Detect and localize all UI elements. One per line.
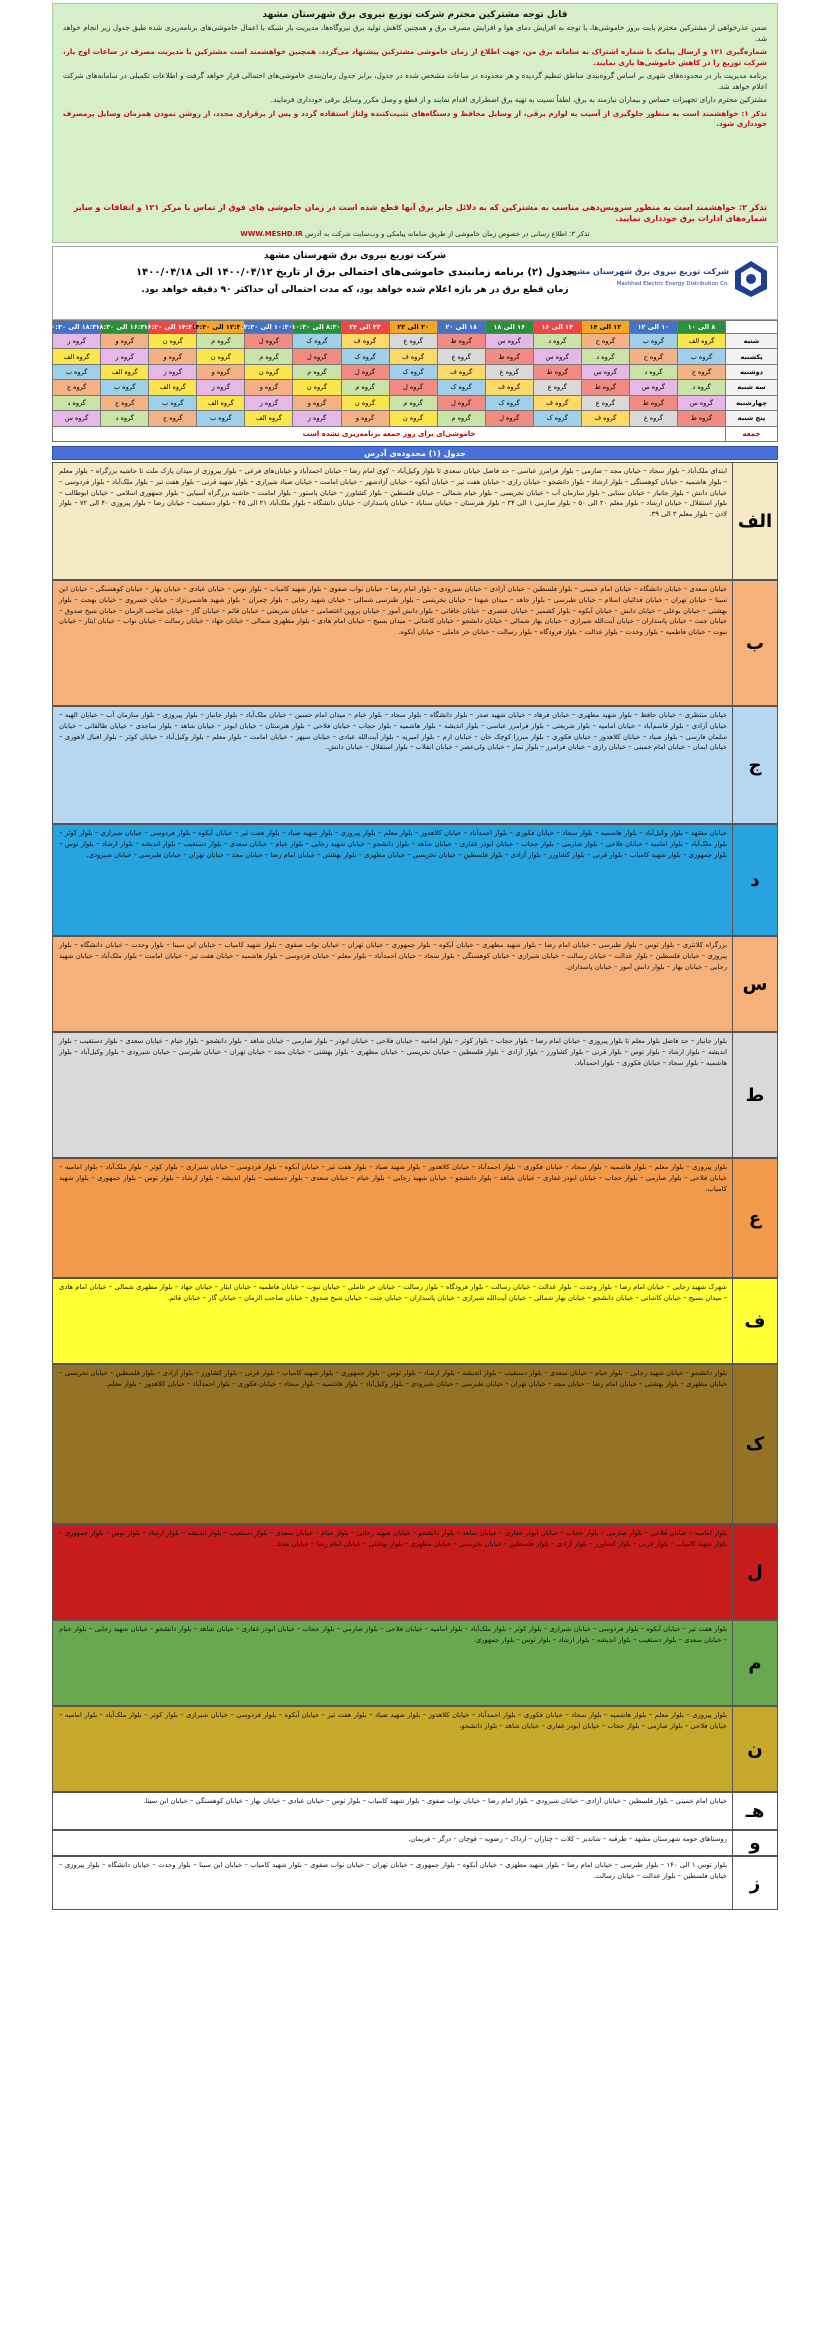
group-cell: گروه س	[677, 395, 725, 410]
logo-icon	[733, 259, 769, 299]
region-row	[52, 1856, 778, 1910]
notice-paragraph: مشترکین محترم دارای تجهیزات حساس و بیماران نیازمند به برق، لطفاً نسبت به تهیه برق اضطراری اقدام نمایند و از قطع و وصل مکرر وسایل برقی خودداری فرمایند.	[270, 95, 767, 104]
group-cell: گروه الف	[677, 334, 725, 349]
group-cell: گروه الف	[101, 364, 149, 379]
region-addresses: خیابان سعدی – خیابان دانشگاه – خیابان امام خمینی – بلوار فلسطین – خیابان آزادی – خیابان شیرودی – بلوار امام رضا – خیابان نواب صفوی – بلوار شهید کامیاب – بلوار توس – خیابان عبادی – خیابان بهار – خیابان کوهسنگی – خیابان ابن سینا – خیابان تهران – خیابان فدائیان اسلام – خیابان طبرسی – بلوار جاهد – میدان شهدا – خیابان نخریسی – بلوار طبرسی شمالی – خیابان شهید رجایی – بلوار چمران – بلوار شهید هاشمی‌نژاد – خیابان خسروی – خیابان بهجت – بلوار بهشتی – خیابان بوعلی – خیابان دانش – خیابان آبکوه – بلوار کشمیر – خیابان عنصری – خیابان خاقانی – بلوار دانش آموز – خیابان پروین اعتصامی – خیابان شریعتی – خیابان قائم – خیابان گاز – خیابان صاحب الزمان – خیابان شیخ صدوق – خیابان جنت – خیابان پاسداران – خیابان آیت‌الله شیرازی – خیابان بهار شمالی – خیابان دانشجو – خیابان کاشانی – میدان بسیج – خیابان امام هادی – بلوار مطهری شمالی – خیابان جهاد – خیابان رسالت – خیابان نواب – خیابان ایثار – خیابان نبوت – خیابان فاطمیه – بلوار وحدت – بلوار عدالت – بلوار فرودگاه – بلوار رسالت – خیابان حر عاملی – خیابان آبکوه.	[59, 585, 727, 637]
day-label: پنج شنبه	[726, 411, 778, 426]
region-label: هـ	[732, 1793, 777, 1829]
region-label: ع	[732, 1159, 777, 1277]
region-row	[52, 462, 778, 580]
region-addresses: بلوار هفت تیر – خیابان آبکوه – بلوار فردوسی – خیابان شیرازی – بلوار کوثر – بلوار ملک‌آباد – بلوار امامیه – خیابان فلاحی – بلوار صارمی – بلوار حجاب – خیابان ابوذر غفاری – خیابان شاهد – بلوار دانشجو – خیابان شهید رجایی – بلوار خیام – خیابان سعدی – بلوار دستغیب – بلوار اندیشه – بلوار ارشاد – بلوار توس – بلوار جمهوری.	[59, 1625, 727, 1644]
group-cell: گروه ب	[629, 334, 677, 349]
notice-paragraph: برنامه مدیریت بار در محدوده‌های شهری بر اساس گروه‌بندی مناطق تنظیم گردیده و هر محدوده در ساعات مشخص شده در جدول، برابر جدول زمان‌بندی خاموشی‌های احتمالی قرار خواهد گرفت و اطلاعات تکمیلی در سامانه‌های شرکت اعلام خواهد شد.	[63, 71, 767, 91]
time-slot-header: ۸ الی ۱۰	[677, 321, 725, 334]
region-row	[52, 1524, 778, 1620]
friday-note: خاموشی‌ای برای روز جمعه برنامه‌ریزی نشده است	[53, 426, 726, 441]
group-cell: گروه د	[581, 349, 629, 364]
group-cell: گروه م	[389, 395, 437, 410]
group-cell: گروه ل	[245, 334, 293, 349]
time-slot-header: ۱۲ الی ۱۴	[581, 321, 629, 334]
group-cell: گروه ب	[677, 349, 725, 364]
region-addresses: خیابان امام خمینی – بلوار فلسطین – خیابان آزادی – خیابان شیرودی – بلوار امام رضا – خیابان نواب صفوی – بلوار شهید کامیاب – بلوار توس – خیابان عبادی – خیابان بهار – خیابان کوهسنگی – خیابان ابن سینا.	[143, 1797, 727, 1805]
region-label: ج	[732, 707, 777, 823]
region-addresses: بلوار جانباز – حد فاصل بلوار معلم تا بلوار پیروزی – خیابان امام رضا – بلوار حجاب – بلوار کوثر – بلوار امامیه – خیابان فلاحی – خیابان ابوذر – بلوار صارمی – خیابان شاهد – بلوار دانشجو – بلوار خیام – خیابان سعدی – بلوار دستغیب – بلوار اندیشه – بلوار ارشاد – بلوار توس – بلوار قرنی – بلوار کشاورز – بلوار آزادی – بلوار فلسطین – خیابان نخریسی – خیابان مطهری – بلوار بهشتی – خیابان مجد – خیابان تهران – خیابان طبرسی – خیابان شیرودی – بلوار وکیل‌آباد – بلوار هاشمیه – بلوار سجاد – خیابان فکوری – بلوار احمدآباد.	[59, 1037, 727, 1067]
schedule-row	[53, 380, 778, 395]
notice-title: قابل توجه مشترکین محترم شرکت توزیع نیروی برق شهرستان مشهد	[262, 10, 568, 20]
group-cell: گروه ن	[245, 364, 293, 379]
group-cell: گروه و	[341, 411, 389, 426]
region-addresses: بلوار دانشجو – خیابان شهید رجایی – بلوار خیام – خیابان سعدی – بلوار دستغیب – بلوار اندیشه – بلوار ارشاد – بلوار توس – بلوار جمهوری – بلوار شهید کامیاب – بلوار قرنی – بلوار کشاورز – بلوار آزادی – بلوار فلسطین – خیابان نخریسی – خیابان مطهری – بلوار بهشتی – خیابان امام رضا – خیابان مجد – خیابان تهران – خیابان طبرسی – خیابان شیرودی – بلوار وکیل‌آباد – بلوار هاشمیه – بلوار سجاد – خیابان فکوری – بلوار احمدآباد – خیابان کلاهدوز – بلوار معلم.	[59, 1369, 727, 1388]
group-cell: گروه ل	[389, 380, 437, 395]
group-cell: گروه ج	[53, 380, 101, 395]
region-row	[52, 1620, 778, 1706]
time-slot-header: ۱۰ الی ۱۲	[629, 321, 677, 334]
group-cell: گروه ف	[581, 411, 629, 426]
region-row	[52, 580, 778, 706]
region-addresses: بزرگراه کلانتری – بلوار توس – بلوار طبرسی – خیابان امام رضا – بلوار شهید مطهری – خیابان آبکوه – بلوار جمهوری – خیابان تهران – خیابان نواب صفوی – بلوار شهید کامیاب – خیابان ابن سینا – بلوار وحدت – خیابان دانشگاه – بلوار پیروزی – خیابان فلسطین – بلوار عدالت – خیابان رسالت – خیابان شیرازی – خیابان کوهسنگی – بلوار سجاد – خیابان احمدآباد – بلوار معلم – خیابان فردوسی – بلوار هاشمیه – خیابان هفت تیر – خیابان امامت – بلوار ملک‌آباد – خیابان شهید رجایی – خیابان بهار – بلوار دانش آموز – خیابان پاسداران.	[59, 941, 727, 971]
group-cell: گروه ک	[533, 411, 581, 426]
region-row	[52, 1278, 778, 1364]
notice-paragraph: شماره‌گیری ۱۲۱ و ارسال پیامک با شماره اشتراک به سامانه برق من، جهت اطلاع از زمان خاموشی مشترکین پیشنهاد می‌گردد. همچنین خواهشمند است مشترکین با مدیریت مصرف در ساعات اوج بار، شرکت توزیع را در کاهش خاموشی‌ها یاری نمایند.	[63, 47, 767, 67]
group-cell: گروه ط	[485, 349, 533, 364]
region-label: م	[732, 1621, 777, 1705]
group-cell: گروه ب	[101, 380, 149, 395]
time-slot-header: ۱۲:۳۰ الی ۱۴:۳۰	[197, 321, 245, 334]
day-label: جمعه	[726, 426, 778, 441]
group-cell: گروه ن	[149, 334, 197, 349]
time-slot-header: ۱۴:۳۰ الی ۱۶:۳۰	[149, 321, 197, 334]
group-cell: گروه م	[437, 411, 485, 426]
company-name: شرکت توزیع نیروی برق شهرستان مشهد	[264, 251, 446, 261]
group-cell: گروه س	[53, 411, 101, 426]
logo-text-en: Mashhad Electric Energy Distribution Co.	[616, 281, 729, 287]
region-row	[52, 1792, 778, 1830]
group-cell: گروه ج	[629, 349, 677, 364]
notice-website-link[interactable]: WWW.MESHD.IR	[240, 230, 303, 238]
schedule-row	[53, 411, 778, 426]
time-slot-header: ۸:۳۰ الی ۱۰:۳۰	[293, 321, 341, 334]
group-cell: گروه ف	[389, 349, 437, 364]
group-cell: گروه ع	[581, 395, 629, 410]
time-slot-header: ۱۶ الی ۱۸	[485, 321, 533, 334]
notice-paragraph: تذکر ۱: خواهشمند است به منظور جلوگیری از آسیب به لوازم برقی، از وسایل محافظ و دستگاه‌های تثبیت‌کننده ولتاژ استفاده گردد و پس از برقراری مجدد، از روشن نمودن همزمان وسایل پرمصرف خودداری شود.	[63, 108, 767, 128]
group-cell: گروه ط	[677, 411, 725, 426]
region-addresses: بلوار پیروزی – بلوار معلم – بلوار هاشمیه – بلوار سجاد – خیابان فکوری – بلوار احمدآباد – خیابان کلاهدوز – بلوار شهید صیاد – بلوار هفت تیر – خیابان آبکوه – بلوار فردوسی – خیابان شیرازی – بلوار کوثر – بلوار ملک‌آباد – بلوار امامیه – خیابان فلاحی – بلوار صارمی – بلوار حجاب – خیابان ابوذر غفاری – خیابان شاهد – بلوار دانشجو.	[59, 1711, 727, 1730]
group-cell: گروه ز	[149, 364, 197, 379]
group-cell: گروه ع	[533, 380, 581, 395]
region-row	[52, 706, 778, 824]
group-cell: گروه الف	[53, 349, 101, 364]
group-cell: گروه ف	[341, 334, 389, 349]
notice-note: تذکر ۲: خواهشمند است به منظور سرویس‌دهی مناسب به مشترکین که به دلائل جابر برق آنها قطع شده است در زمان خاموشی های فوق از تماس با مرکز ۱۲۱ و اتفاقات و سایر شماره‌های ادارات برق خودداری نمایید.	[73, 203, 767, 223]
region-row	[52, 824, 778, 936]
schedule-title: جدول (۲) برنامه زمانبندی خاموشی‌های احتمالی برق از تاریخ ۱۴۰۰/۰۴/۱۲ الی ۱۴۰۰/۰۴/۱۸	[136, 267, 574, 278]
group-cell: گروه ج	[149, 411, 197, 426]
region-addresses: خیابان مشهد – بلوار وکیل‌آباد – بلوار هاشمیه – بلوار سجاد – خیابان فکوری – بلوار احمدآباد – خیابان کلاهدوز – بلوار معلم – بلوار پیروزی – بلوار شهید صیاد – بلوار هفت تیر – خیابان آبکوه – بلوار فردوسی – خیابان شیرازی – بلوار کوثر – بلوار ملک‌آباد – بلوار امامیه – خیابان فلاحی – بلوار صارمی – بلوار حجاب – خیابان ابوذر غفاری – خیابان شاهد – بلوار دانشجو – خیابان شهید رجایی – بلوار خیام – خیابان سعدی – بلوار دستغیب – بلوار اندیشه – بلوار ارشاد – بلوار توس – بلوار جمهوری – بلوار شهید کامیاب – بلوار قرنی – بلوار کشاورز – بلوار آزادی – بلوار فلسطین – خیابان نخریسی – خیابان مطهری – بلوار بهشتی – خیابان امام رضا – خیابان مجد – خیابان تهران – خیابان طبرسی – خیابان شیرودی.	[59, 829, 727, 859]
region-label: ز	[732, 1857, 777, 1909]
group-cell: گروه ن	[197, 349, 245, 364]
notice-footer	[63, 230, 767, 238]
group-cell: گروه س	[533, 349, 581, 364]
group-cell: گروه م	[341, 380, 389, 395]
schedule-header-row	[53, 321, 778, 334]
group-cell: گروه و	[245, 380, 293, 395]
region-label: د	[732, 825, 777, 935]
region-row	[52, 1158, 778, 1278]
group-cell: گروه الف	[149, 380, 197, 395]
group-cell: گروه ف	[533, 395, 581, 410]
group-cell: گروه و	[149, 349, 197, 364]
schedule-header	[52, 246, 778, 320]
schedule-row	[53, 334, 778, 349]
group-cell: گروه ن	[293, 380, 341, 395]
region-label: ف	[732, 1279, 777, 1363]
region-label: و	[732, 1831, 777, 1855]
group-cell: گروه د	[677, 380, 725, 395]
day-column-header	[726, 321, 778, 334]
day-label: یکشنبه	[726, 349, 778, 364]
region-addresses: ابتدای ملک‌آباد – بلوار سجاد – خیابان مجد – صارمی – بلوار فرامرز عباسی – حد فاصل خیابان سعدی تا بلوار وکیل‌آباد – کوی امام رضا – خیابان احمدآباد و خیابان‌های فرعی – بلوار پیروزی از میدان پارک ملت تا حاشیه بزرگراه – بلوار معلم – بلوار هاشمیه – خیابان کوهسنگی – بلوار ارشاد – بلوار دانشجو – خیابان رازی – خیابان هفت تیر – خیابان آبکوه – خیابان آزادشهر – خیابان امامت – خیابان صیاد شیرازی – بلوار شهید قرنی – بلوار هفت تیر – بلوار ملک‌آباد – بلوار فردوسی – خیابان دانش – بلوار جانباز – خیابان سنایی – بلوار سازمان آب – خیابان نخریسی – بلوار خیام شمالی – خیابان فلسطین – بلوار کشاورز – خیابان پاستور – بلوار امامت – حاشیه بزرگراه آسیایی – بلوار جمهوری اسلامی – خیابان ابوطالب – بلوار استقلال – خیابان ارشاد – بلوار معلم ۲۰ الی ۵۰ – بلوار صارمی ۱ الی ۳۴ – بلوار هنرستان – خیابان سناباد – خیابان پاسداران – خیابان دانشگاه – بلوار ملک‌آباد ۲۱ الی ۴۵ – بلوار دستغیب – خیابان رضا – بلوار پیروزی ۴۰ الی ۷۲ – بلوار لادن – بلوار معلم ۳ الی ۳۹.	[59, 467, 727, 519]
group-cell: گروه ک	[389, 364, 437, 379]
region-row	[52, 936, 778, 1032]
day-label: سه شنبه	[726, 380, 778, 395]
region-label: ب	[732, 581, 777, 705]
group-cell: گروه ج	[101, 395, 149, 410]
group-cell: گروه م	[293, 364, 341, 379]
region-label: الف	[732, 463, 777, 579]
region-label: س	[732, 937, 777, 1031]
time-slot-header: ۱۸:۳۰ الی ۲۰:۳۰	[53, 321, 101, 334]
group-cell: گروه ع	[485, 364, 533, 379]
group-cell: گروه د	[533, 334, 581, 349]
group-cell: گروه ل	[341, 364, 389, 379]
friday-row	[53, 426, 778, 441]
logo-text: شرکت توزیع نیروی برق شهرستان مشهد	[567, 267, 729, 276]
group-cell: گروه و	[293, 395, 341, 410]
group-cell: گروه ع	[437, 349, 485, 364]
group-cell: گروه ل	[437, 395, 485, 410]
group-cell: گروه د	[53, 395, 101, 410]
group-cell: گروه ک	[485, 395, 533, 410]
group-cell: گروه ن	[341, 395, 389, 410]
time-slot-header: ۱۴ الی ۱۶	[533, 321, 581, 334]
group-cell: گروه ف	[485, 380, 533, 395]
schedule-subtitle: زمان قطع برق در هر بازه اعلام شده خواهد بود، که مدت احتمالی آن حداکثر ۹۰ دقیقه خواهد بود.	[141, 285, 569, 295]
regions-title: جدول (۱) محدوده‌ی آدرس	[52, 446, 778, 460]
region-addresses: بلوار امامیه – خیابان فلاحی – بلوار صارمی – بلوار حجاب – خیابان ابوذر غفاری – خیابان شاهد – بلوار دانشجو – خیابان شهید رجایی – بلوار خیام – خیابان سعدی – بلوار دستغیب – بلوار اندیشه – بلوار ارشاد – بلوار توس – بلوار جمهوری – بلوار شهید کامیاب – بلوار قرنی – بلوار کشاورز – بلوار آزادی – بلوار فلسطین – خیابان نخریسی – خیابان مطهری – بلوار بهشتی – خیابان امام رضا – خیابان مجد.	[59, 1529, 727, 1548]
group-cell: گروه ط	[533, 364, 581, 379]
group-cell: گروه ل	[293, 349, 341, 364]
region-label: ل	[732, 1525, 777, 1619]
region-row	[52, 1032, 778, 1158]
company-logo	[567, 257, 769, 309]
group-cell: گروه ب	[53, 364, 101, 379]
group-cell: گروه س	[581, 364, 629, 379]
schedule-row	[53, 364, 778, 379]
group-cell: گروه الف	[197, 395, 245, 410]
group-cell: گروه ل	[485, 411, 533, 426]
region-row	[52, 1364, 778, 1524]
group-cell: گروه ک	[437, 380, 485, 395]
region-addresses: خیابان منتظری – خیابان حافظ – بلوار شهید مطهری – خیابان فرهاد – خیابان شهید صدر – بلوار دانشگاه – بلوار سجاد – بلوار خیام – میدان امام حسین – خیابان ملک‌آباد – بلوار جانباز – بلوار پیروزی – بلوار سازمان آب – خیابان الهیه – خیابان آزادی – بلوار قاسم‌آباد – خیابان امامیه – بلوار شریعتی – بلوار فرامرز عباسی – بلوار اندیشه – بلوار هاشمیه – بلوار حجاب – خیابان فلاحی – بلوار هنرستان – خیابان ابوذر – خیابان شاهد – بلوار ساجدی – خیابان طالقانی – خیابان سلمان فارسی – بلوار صیاد – خیابان کلاهدوز – خیابان فکوری – بلوار میرزا کوچک خان – خیابان ارم – بلوار امیریه – بلوار آیت‌الله عبادی – خیابان سپهر – خیابان امامت – بلوار معلم – بلوار وکیل‌آباد – خیابان کوثر – بلوار اقبال لاهوری – خیابان ایمان – خیابان امام خمینی – خیابان رازی – خیابان فرامرز – بلوار نماز – خیابان ولی‌عصر – خیابان انقلاب – بلوار استقلال – خیابان دانش.	[59, 711, 727, 752]
group-cell: گروه ز	[197, 380, 245, 395]
group-cell: گروه ز	[101, 349, 149, 364]
group-cell: گروه ز	[53, 334, 101, 349]
group-cell: گروه ز	[245, 395, 293, 410]
notice-paragraph: ضمن عذرخواهی از مشترکین محترم بابت بروز خاموشی‌ها، با توجه به افزایش دمای هوا و افزایش مصرف برق و همچنین کاهش تولید برق نیروگاه‌ها، مدیریت بار شبکه با اعمال خاموشی‌های برنامه‌ریزی شده طبق جدول زیر انجام خواهد شد.	[63, 23, 767, 43]
group-cell: گروه س	[485, 334, 533, 349]
region-addresses: روستاهای حومه شهرستان مشهد – طرقبه – شاندیز – کلات – چناران – ارداک – رضویه – قوچان – درگز – فریمان.	[408, 1835, 727, 1843]
group-cell: گروه و	[197, 364, 245, 379]
time-slot-header: ۲۰ الی ۲۲	[389, 321, 437, 334]
group-cell: گروه ط	[629, 395, 677, 410]
group-cell: گروه ط	[581, 380, 629, 395]
day-label: شنبه	[726, 334, 778, 349]
notice-footer-text: تذکر ۳: اطلاع رسانی در خصوص زمان خاموشی از طریق سامانه پیامکی و وب‌سایت شرکت به آدرس	[305, 230, 590, 238]
group-cell: گروه د	[101, 411, 149, 426]
group-cell: گروه م	[197, 334, 245, 349]
day-label: دوشنبه	[726, 364, 778, 379]
schedule-row	[53, 349, 778, 364]
group-cell: گروه ن	[389, 411, 437, 426]
group-cell: گروه ج	[677, 364, 725, 379]
group-cell: گروه و	[101, 334, 149, 349]
time-slot-header: ۱۸ الی ۲۰	[437, 321, 485, 334]
region-row	[52, 1830, 778, 1856]
schedule-row	[53, 395, 778, 410]
region-addresses: بلوار توس ۱ الی ۱۴۰ – بلوار طبرسی – خیابان امام رضا – بلوار شهید مطهری – خیابان آبکوه – بلوار جمهوری – خیابان تهران – خیابان نواب صفوی – بلوار شهید کامیاب – خیابان ابن سینا – بلوار وحدت – خیابان دانشگاه – بلوار پیروزی – خیابان فلسطین – بلوار عدالت – خیابان رسالت.	[59, 1861, 727, 1880]
group-cell: گروه ز	[293, 411, 341, 426]
region-label: ک	[732, 1365, 777, 1523]
group-cell: گروه ع	[389, 334, 437, 349]
group-cell: گروه د	[629, 364, 677, 379]
time-slot-header: ۲۲ الی ۲۴	[341, 321, 389, 334]
time-slot-header: ۱۶:۳۰ الی ۱۸:۳۰	[101, 321, 149, 334]
region-label: ن	[732, 1707, 777, 1791]
day-label: چهارشنبه	[726, 395, 778, 410]
group-cell: گروه الف	[245, 411, 293, 426]
group-cell: گروه س	[629, 380, 677, 395]
notice-box	[52, 3, 778, 243]
group-cell: گروه ط	[437, 334, 485, 349]
region-addresses: شهرک شهید رجایی – خیابان امام رضا – بلوار وحدت – بلوار عدالت – خیابان رسالت – بلوار فرودگاه – بلوار رسالت – خیابان حر عاملی – خیابان نبوت – خیابان فاطمیه – خیابان ایثار – خیابان جهاد – بلوار مطهری شمالی – خیابان امام هادی – میدان بسیج – خیابان کاشانی – خیابان دانشجو – خیابان بهار شمالی – خیابان آیت‌الله شیرازی – خیابان پاسداران – خیابان جنت – خیابان شیخ صدوق – خیابان صاحب الزمان – خیابان گاز – خیابان قائم.	[59, 1283, 727, 1302]
group-cell: گروه ج	[581, 334, 629, 349]
group-cell: گروه ک	[293, 334, 341, 349]
time-slot-header: ۱۰:۳۰ الی ۱۲:۳۰	[245, 321, 293, 334]
group-cell: گروه ف	[437, 364, 485, 379]
region-addresses: بلوار پیروزی – بلوار معلم – بلوار هاشمیه – بلوار سجاد – خیابان فکوری – بلوار احمدآباد – خیابان کلاهدوز – بلوار شهید صیاد – بلوار هفت تیر – خیابان آبکوه – بلوار فردوسی – خیابان شیرازی – بلوار کوثر – بلوار ملک‌آباد – بلوار امامیه – خیابان فلاحی – بلوار صارمی – بلوار حجاب – خیابان ابوذر غفاری – خیابان شاهد – بلوار دانشجو – خیابان شهید رجایی – بلوار خیام – خیابان سعدی – بلوار دستغیب – بلوار اندیشه – بلوار ارشاد – بلوار توس – بلوار جمهوری – بلوار شهید کامیاب.	[59, 1163, 727, 1193]
region-row	[52, 1706, 778, 1792]
group-cell: گروه ب	[197, 411, 245, 426]
schedule-table	[47, 320, 778, 442]
group-cell: گروه ب	[149, 395, 197, 410]
group-cell: گروه ک	[341, 349, 389, 364]
region-label: ط	[732, 1033, 777, 1157]
group-cell: گروه م	[245, 349, 293, 364]
group-cell: گروه ع	[629, 411, 677, 426]
